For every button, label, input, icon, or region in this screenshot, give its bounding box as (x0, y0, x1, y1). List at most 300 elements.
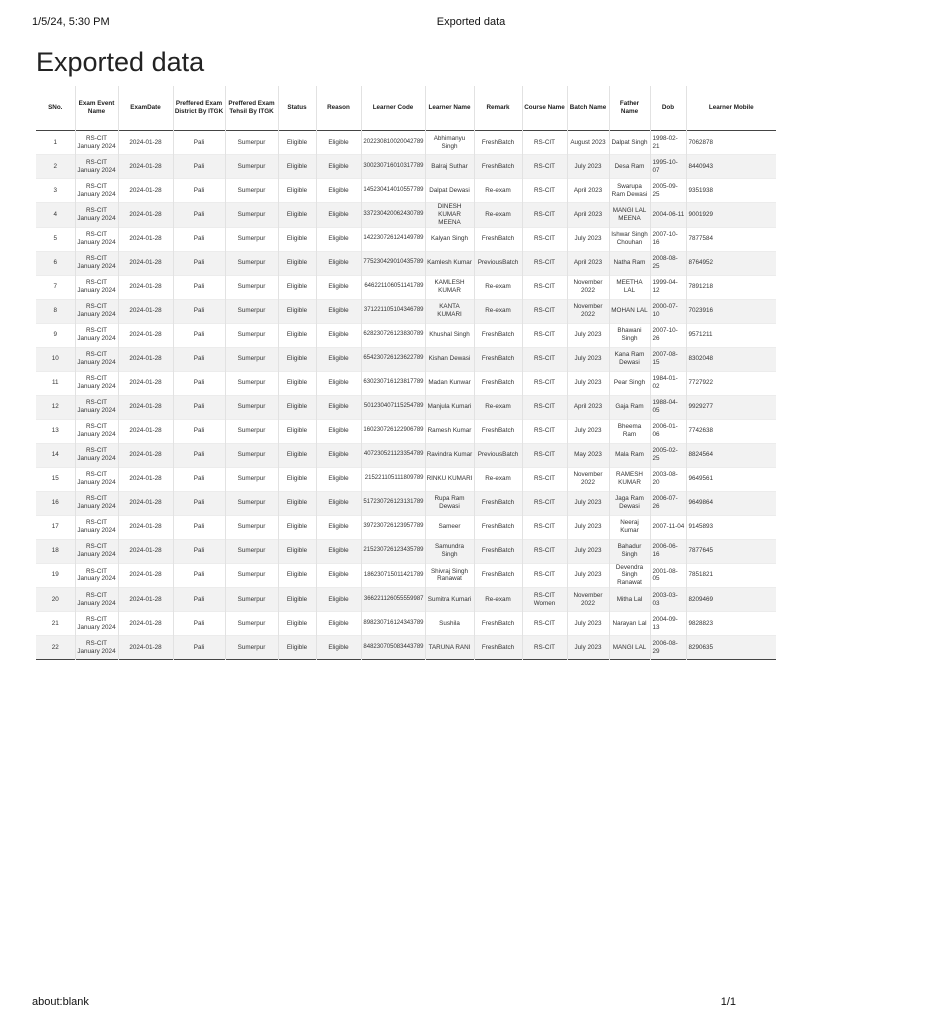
learner-code-cell: 160230726122906789 (361, 419, 425, 443)
status-cell: Eligible (278, 563, 316, 588)
batch-name-cell: November 2022 (567, 275, 609, 299)
sno-cell: 14 (36, 443, 75, 467)
district-cell: Pali (173, 251, 225, 275)
batch-name-cell: July 2023 (567, 563, 609, 588)
course-name-cell: RS-CIT (522, 491, 567, 515)
tehsil-cell: Sumerpur (225, 563, 278, 588)
col-course-name-header: Course Name (522, 86, 567, 131)
father-name-cell: RAMESH KUMAR (609, 467, 650, 491)
course-name-cell: RS-CIT (522, 299, 567, 323)
exam-date-cell: 2024-01-28 (118, 371, 173, 395)
course-name-cell: RS-CIT (522, 179, 567, 203)
sno-cell: 12 (36, 395, 75, 419)
table-row (36, 227, 776, 251)
remark-cell: FreshBatch (474, 539, 522, 563)
table-row (36, 323, 776, 347)
father-name-cell: Mala Ram (609, 443, 650, 467)
table-row (36, 275, 776, 299)
table-row (36, 419, 776, 443)
col-status-header: Status (278, 86, 316, 131)
status-cell: Eligible (278, 179, 316, 203)
learner-name-cell: Kalyan Singh (425, 227, 474, 251)
batch-name-cell: July 2023 (567, 539, 609, 563)
status-cell: Eligible (278, 395, 316, 419)
learner-code-cell: 366221126055559987 (361, 588, 425, 612)
table-header-row (36, 86, 776, 131)
learner-code-cell: 397230726123957789 (361, 515, 425, 539)
course-name-cell: RS-CIT (522, 443, 567, 467)
learner-mobile-cell: 9145893 (686, 515, 776, 539)
exam-date-cell: 2024-01-28 (118, 203, 173, 228)
col-exam-date-header: ExamDate (118, 86, 173, 131)
learner-mobile-cell: 9649561 (686, 467, 776, 491)
batch-name-cell: May 2023 (567, 443, 609, 467)
status-cell: Eligible (278, 419, 316, 443)
reason-cell: Eligible (316, 347, 361, 371)
exam-event-name-cell: RS-CIT January 2024 (75, 347, 118, 371)
table-row (36, 467, 776, 491)
exam-event-name-cell: RS-CIT January 2024 (75, 131, 118, 155)
tehsil-cell: Sumerpur (225, 491, 278, 515)
sno-cell: 19 (51, 571, 59, 579)
exam-event-name-cell: RS-CIT January 2024 (75, 419, 118, 443)
learner-code-cell: 142230726124149789 (361, 227, 425, 251)
course-name-cell: RS-CIT (522, 636, 567, 660)
batch-name-cell: July 2023 (567, 515, 609, 539)
course-name-cell: RS-CIT (522, 467, 567, 491)
table-row (36, 491, 776, 515)
remark-cell: FreshBatch (474, 491, 522, 515)
course-name-cell: RS-CIT (522, 323, 567, 347)
exam-event-name-cell: RS-CIT January 2024 (75, 227, 118, 251)
batch-name-cell: July 2023 (567, 636, 609, 660)
status-cell: Eligible (278, 443, 316, 467)
dob-cell: 1984-01-02 (650, 371, 686, 395)
status-cell: Eligible (278, 612, 316, 636)
status-cell: Eligible (278, 299, 316, 323)
course-name-cell: RS-CIT (522, 371, 567, 395)
tehsil-cell: Sumerpur (225, 371, 278, 395)
tehsil-cell: Sumerpur (225, 515, 278, 539)
reason-cell: Eligible (316, 467, 361, 491)
remark-cell: Re-exam (474, 203, 522, 228)
col-tehsil-header: Preffered Exam Tehsil By ITGK (225, 86, 278, 131)
learner-name-cell: Kishan Dewasi (425, 347, 474, 371)
exam-date-cell: 2024-01-28 (118, 251, 173, 275)
table-row (36, 347, 776, 371)
father-name-cell: Swarupa Ram Dewasi (609, 179, 650, 203)
col-district-header: Preffered Exam District By ITGK (173, 86, 225, 131)
remark-cell: Re-exam (474, 395, 522, 419)
sno-cell: 17 (51, 523, 59, 531)
father-name-cell: Bhawani Singh (609, 323, 650, 347)
tehsil-cell: Sumerpur (225, 299, 278, 323)
remark-cell: Re-exam (474, 588, 522, 612)
learner-mobile-cell: 7062878 (686, 131, 776, 155)
remark-cell: FreshBatch (474, 515, 522, 539)
table-row (36, 636, 776, 660)
batch-name-cell: April 2023 (567, 179, 609, 203)
dob-cell: 2008-08-25 (650, 251, 686, 275)
sno-cell: 18 (36, 539, 75, 563)
reason-cell: Eligible (316, 395, 361, 419)
remark-cell: FreshBatch (474, 612, 522, 636)
course-name-cell: RS-CIT (522, 347, 567, 371)
reason-cell: Eligible (316, 227, 361, 251)
tehsil-cell: Sumerpur (225, 636, 278, 660)
learner-name-cell: Sameer (425, 515, 474, 539)
remark-cell: FreshBatch (474, 155, 522, 179)
learner-name-cell: Madan Kunwar (425, 371, 474, 395)
district-cell: Pali (173, 275, 225, 299)
father-name-cell: Devendra Singh Ranawat (609, 563, 650, 588)
course-name-cell: RS-CIT (522, 251, 567, 275)
learner-mobile-cell: 8209469 (686, 588, 776, 612)
status-cell: Eligible (278, 155, 316, 179)
tehsil-cell: Sumerpur (225, 323, 278, 347)
print-footer-url: about:blank (32, 996, 89, 1008)
exam-event-name-cell: RS-CIT January 2024 (75, 467, 118, 491)
remark-cell: PreviousBatch (474, 251, 522, 275)
remark-cell: FreshBatch (474, 227, 522, 251)
exam-event-name-cell: RS-CIT January 2024 (75, 588, 118, 612)
sno-cell: 10 (36, 347, 75, 371)
exam-date-cell: 2024-01-28 (118, 155, 173, 179)
district-cell: Pali (173, 588, 225, 612)
dob-cell: 2006-06-16 (650, 539, 686, 563)
dob-cell: 2000-07-10 (650, 299, 686, 323)
exam-event-name-cell: RS-CIT January 2024 (75, 563, 118, 588)
learner-code-cell: 371221105104346789 (361, 299, 425, 323)
learner-name-cell: Dalpat Dewasi (425, 179, 474, 203)
status-cell: Eligible (278, 491, 316, 515)
learner-code-cell: 517230726123131789 (361, 491, 425, 515)
learner-mobile-cell: 9351938 (686, 179, 776, 203)
table-row (36, 131, 776, 155)
exam-event-name-cell: RS-CIT January 2024 (75, 371, 118, 395)
learner-code-cell: 898230716124343789 (361, 612, 425, 636)
col-learner-mobile-header: Learner Mobile (686, 86, 776, 131)
learner-mobile-cell: 9649864 (686, 491, 776, 515)
learner-mobile-cell: 9001929 (686, 203, 776, 228)
exam-date-cell: 2024-01-28 (118, 323, 173, 347)
dob-cell: 2003-08-20 (650, 467, 686, 491)
dob-cell: 2004-06-11 (650, 203, 686, 228)
learner-name-cell: Samundra Singh (425, 539, 474, 563)
learner-code-cell: 654230726123622789 (361, 347, 425, 371)
batch-name-cell: July 2023 (567, 419, 609, 443)
reason-cell: Eligible (316, 299, 361, 323)
course-name-cell: RS-CIT (522, 563, 567, 588)
learner-code-cell: 145230414010557789 (361, 179, 425, 203)
course-name-cell: RS-CIT (522, 539, 567, 563)
learner-name-cell: KANTA KUMARI (425, 299, 474, 323)
learner-code-cell: 202230810020042789 (361, 131, 425, 155)
dob-cell: 2004-09-13 (650, 612, 686, 636)
remark-cell: Re-exam (474, 179, 522, 203)
district-cell: Pali (173, 419, 225, 443)
father-name-cell: MANGI LAL MEENA (609, 203, 650, 228)
district-cell: Pali (173, 323, 225, 347)
reason-cell: Eligible (316, 155, 361, 179)
exam-date-cell: 2024-01-28 (118, 299, 173, 323)
district-cell: Pali (173, 612, 225, 636)
tehsil-cell: Sumerpur (225, 179, 278, 203)
table-row (36, 395, 776, 419)
status-cell: Eligible (278, 588, 316, 612)
exam-event-name-cell: RS-CIT January 2024 (75, 299, 118, 323)
print-page-number: 1/1 (720, 996, 736, 1008)
exam-date-cell: 2024-01-28 (118, 515, 173, 539)
learner-code-cell: 501230407115254789 (361, 395, 425, 419)
course-name-cell: RS-CIT (522, 612, 567, 636)
reason-cell: Eligible (316, 419, 361, 443)
remark-cell: Re-exam (474, 299, 522, 323)
reason-cell: Eligible (316, 203, 361, 228)
table-row (36, 588, 776, 612)
status-cell: Eligible (278, 323, 316, 347)
course-name-cell: RS-CIT (522, 131, 567, 155)
learner-code-cell: 215221105111809789 (361, 467, 425, 491)
status-cell: Eligible (278, 347, 316, 371)
father-name-cell: Bheema Ram (609, 419, 650, 443)
table-row (36, 539, 776, 563)
sno-cell: 13 (51, 427, 59, 435)
father-name-cell: Desa Ram (609, 155, 650, 179)
batch-name-cell: July 2023 (567, 491, 609, 515)
exam-event-name-cell: RS-CIT January 2024 (75, 539, 118, 563)
father-name-cell: Pear Singh (609, 371, 650, 395)
tehsil-cell: Sumerpur (225, 588, 278, 612)
batch-name-cell: April 2023 (567, 395, 609, 419)
dob-cell: 2001-08-05 (650, 563, 686, 588)
batch-name-cell: November 2022 (567, 299, 609, 323)
tehsil-cell: Sumerpur (225, 251, 278, 275)
table-row (36, 371, 776, 395)
exam-date-cell: 2024-01-28 (118, 395, 173, 419)
exam-event-name-cell: RS-CIT January 2024 (75, 251, 118, 275)
table-body (36, 131, 776, 660)
reason-cell: Eligible (316, 323, 361, 347)
learner-name-cell: RINKU KUMARI (425, 467, 474, 491)
table-row (36, 612, 776, 636)
course-name-cell: RS-CIT (522, 155, 567, 179)
learner-code-cell: 646221106051141789 (361, 275, 425, 299)
table-row (36, 251, 776, 275)
dob-cell: 1998-02-21 (650, 131, 686, 155)
remark-cell: FreshBatch (474, 323, 522, 347)
exam-date-cell: 2024-01-28 (118, 563, 173, 588)
learner-mobile-cell: 7891218 (686, 275, 776, 299)
reason-cell: Eligible (316, 539, 361, 563)
status-cell: Eligible (278, 539, 316, 563)
sno-cell: 2 (36, 155, 75, 179)
exam-date-cell: 2024-01-28 (118, 179, 173, 203)
district-cell: Pali (173, 227, 225, 251)
table-row (36, 299, 776, 323)
learner-mobile-cell: 9929277 (686, 395, 776, 419)
course-name-cell: RS-CIT Women (522, 588, 567, 612)
remark-cell: FreshBatch (474, 347, 522, 371)
tehsil-cell: Sumerpur (225, 395, 278, 419)
father-name-cell: Dalpat Singh (609, 131, 650, 155)
learner-name-cell: DINESH KUMAR MEENA (425, 203, 474, 228)
district-cell: Pali (173, 131, 225, 155)
col-learner-code-header: Learner Code (361, 86, 425, 131)
reason-cell: Eligible (316, 275, 361, 299)
district-cell: Pali (173, 539, 225, 563)
status-cell: Eligible (278, 636, 316, 660)
dob-cell: 2003-03-03 (650, 588, 686, 612)
learner-mobile-cell: 8290635 (686, 636, 776, 660)
status-cell: Eligible (278, 131, 316, 155)
sno-cell: 5 (53, 235, 57, 243)
reason-cell: Eligible (316, 131, 361, 155)
father-name-cell: Narayan Lal (609, 612, 650, 636)
learner-name-cell: Sushila (425, 612, 474, 636)
sno-cell: 9 (53, 331, 57, 339)
learner-code-cell: 848230705083443789 (361, 636, 425, 660)
batch-name-cell: November 2022 (567, 588, 609, 612)
learner-mobile-cell: 9571211 (686, 323, 776, 347)
course-name-cell: RS-CIT (522, 275, 567, 299)
course-name-cell: RS-CIT (522, 419, 567, 443)
sno-cell: 1 (53, 138, 57, 146)
table-row (36, 515, 776, 539)
exam-date-cell: 2024-01-28 (118, 131, 173, 155)
remark-cell: FreshBatch (474, 563, 522, 588)
learner-name-cell: Ramesh Kumar (425, 419, 474, 443)
father-name-cell: Neeraj Kumar (609, 515, 650, 539)
learner-mobile-cell: 7742638 (686, 419, 776, 443)
course-name-cell: RS-CIT (522, 203, 567, 228)
exam-date-cell: 2024-01-28 (118, 539, 173, 563)
exam-date-cell: 2024-01-28 (118, 612, 173, 636)
batch-name-cell: July 2023 (567, 371, 609, 395)
remark-cell: FreshBatch (474, 131, 522, 155)
sno-cell: 11 (51, 379, 59, 387)
district-cell: Pali (173, 299, 225, 323)
learner-code-cell: 775230429010435789 (361, 251, 425, 275)
status-cell: Eligible (278, 467, 316, 491)
district-cell: Pali (173, 179, 225, 203)
dob-cell: 2006-08-29 (650, 636, 686, 660)
table-row (36, 563, 776, 588)
dob-cell: 2005-09-25 (650, 179, 686, 203)
col-reason-header: Reason (316, 86, 361, 131)
father-name-cell: Jaga Ram Dewasi (609, 491, 650, 515)
table-row (36, 179, 776, 203)
dob-cell: 2005-02-25 (650, 443, 686, 467)
sno-cell: 22 (36, 636, 75, 660)
col-batch-name-header: Batch Name (567, 86, 609, 131)
sno-cell: 15 (51, 475, 59, 483)
learner-name-cell: Abhimanyu Singh (425, 131, 474, 155)
district-cell: Pali (173, 395, 225, 419)
batch-name-cell: November 2022 (567, 467, 609, 491)
learner-name-cell: Rupa Ram Dewasi (425, 491, 474, 515)
learner-mobile-cell: 8302048 (686, 347, 776, 371)
exam-event-name-cell: RS-CIT January 2024 (75, 395, 118, 419)
batch-name-cell: July 2023 (567, 323, 609, 347)
batch-name-cell: April 2023 (567, 251, 609, 275)
father-name-cell: MANGI LAL (609, 636, 650, 660)
district-cell: Pali (173, 491, 225, 515)
dob-cell: 2007-08-15 (650, 347, 686, 371)
batch-name-cell: July 2023 (567, 155, 609, 179)
reason-cell: Eligible (316, 179, 361, 203)
remark-cell: PreviousBatch (474, 443, 522, 467)
exam-event-name-cell: RS-CIT January 2024 (75, 275, 118, 299)
learner-code-cell: 630230716123817789 (361, 371, 425, 395)
tehsil-cell: Sumerpur (225, 467, 278, 491)
district-cell: Pali (173, 636, 225, 660)
sno-cell: 20 (36, 588, 75, 612)
status-cell: Eligible (278, 227, 316, 251)
dob-cell: 2007-11-04 (650, 515, 686, 539)
reason-cell: Eligible (316, 491, 361, 515)
exam-date-cell: 2024-01-28 (118, 347, 173, 371)
col-father-name-header: Father Name (609, 86, 650, 131)
dob-cell: 1995-10-07 (650, 155, 686, 179)
course-name-cell: RS-CIT (522, 227, 567, 251)
sno-cell: 8 (36, 299, 75, 323)
learner-code-cell: 628230726123830789 (361, 323, 425, 347)
learner-name-cell: Sumitra Kumari (425, 588, 474, 612)
table-row (36, 155, 776, 179)
tehsil-cell: Sumerpur (225, 203, 278, 228)
exam-event-name-cell: RS-CIT January 2024 (75, 443, 118, 467)
reason-cell: Eligible (316, 563, 361, 588)
tehsil-cell: Sumerpur (225, 612, 278, 636)
reason-cell: Eligible (316, 636, 361, 660)
batch-name-cell: July 2023 (567, 612, 609, 636)
batch-name-cell: July 2023 (567, 347, 609, 371)
col-dob-header: Dob (650, 86, 686, 131)
col-sno-header: SNo. (48, 104, 63, 112)
father-name-cell: Natha Ram (609, 251, 650, 275)
learner-name-cell: TARUNA RANI (425, 636, 474, 660)
learner-mobile-cell: 8440943 (686, 155, 776, 179)
exam-date-cell: 2024-01-28 (118, 636, 173, 660)
sno-cell: 21 (51, 619, 59, 627)
learner-code-cell: 407230521123354789 (361, 443, 425, 467)
sno-cell: 4 (36, 203, 75, 228)
tehsil-cell: Sumerpur (225, 155, 278, 179)
district-cell: Pali (173, 443, 225, 467)
learner-mobile-cell: 7851821 (686, 563, 776, 588)
reason-cell: Eligible (316, 443, 361, 467)
sno-cell: 16 (36, 491, 75, 515)
learner-name-cell: Shivraj Singh Ranawat (425, 563, 474, 588)
exported-data-table (36, 86, 776, 660)
sno-cell: 7 (53, 283, 57, 291)
father-name-cell: Ishwar Singh Chouhan (609, 227, 650, 251)
father-name-cell: Kana Ram Dewasi (609, 347, 650, 371)
learner-mobile-cell: 8764952 (686, 251, 776, 275)
remark-cell: Re-exam (474, 275, 522, 299)
dob-cell: 2006-07-26 (650, 491, 686, 515)
learner-name-cell: Balraj Suthar (425, 155, 474, 179)
dob-cell: 2007-10-16 (650, 227, 686, 251)
exam-event-name-cell: RS-CIT January 2024 (75, 491, 118, 515)
status-cell: Eligible (278, 275, 316, 299)
learner-code-cell: 300230716010317789 (361, 155, 425, 179)
exam-event-name-cell: RS-CIT January 2024 (75, 515, 118, 539)
learner-code-cell: 215230726123435789 (361, 539, 425, 563)
course-name-cell: RS-CIT (522, 515, 567, 539)
page-title: Exported data (36, 47, 205, 77)
